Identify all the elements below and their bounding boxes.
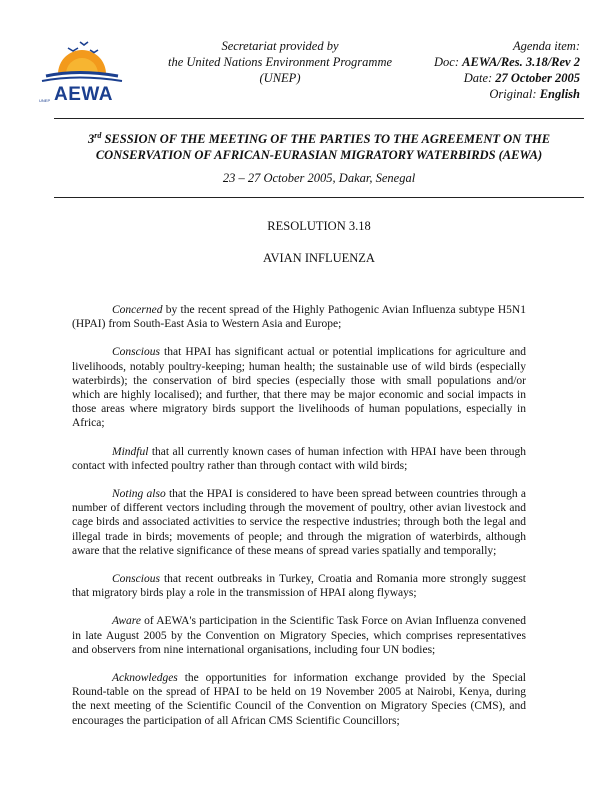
paragraph-text: the opportunities for information exchange provided by the Special Round-table on the spread of HPAI to be held on 19 November 2005 at Nairobi, Kenya, during the next meeting of the Scientific Council of the Convention on Migratory Species (CMS), and encourages the participation of all African CMS Scientific Councillors;: [72, 672, 526, 727]
paragraph-text: that HPAI has significant actual or potential implications for agriculture and livelihoods, notably poultry-keeping; human health; the sustainable use of wild birds (especially waterbirds); the conservation of bird species (especially those with small populations and/or which are highly localised); and further, that there may be major economic and social impacts in those areas where migratory birds support the livelihoods of human populations, especially in Africa;: [72, 346, 526, 430]
session-dates: 23 – 27 October 2005, Dakar, Senegal: [222, 171, 416, 185]
date-value: 27 October 2005: [495, 71, 580, 85]
agenda-item-label: Agenda item:: [513, 39, 580, 53]
paragraph: [72, 445, 526, 473]
session-ordinal-suffix: rd: [94, 130, 102, 140]
paragraph-lead: Mindful: [112, 445, 149, 458]
paragraph-lead: Acknowledges: [112, 672, 178, 685]
secretariat-line-3: (UNEP): [259, 71, 301, 85]
original-label: Original:: [489, 87, 537, 101]
paragraph-lead: Conscious: [112, 346, 160, 359]
paragraph: [72, 572, 526, 600]
date-line: [400, 70, 580, 86]
header-divider: [54, 118, 584, 119]
paragraph-text: that all currently known cases of human infection with HPAI have been through contact with infected poultry rather than through contact with wild birds;: [72, 445, 526, 472]
session-ordinal: 3: [87, 132, 95, 146]
paragraph: [72, 303, 526, 331]
doc-value: AEWA/Res. 3.18/Rev 2: [462, 55, 580, 69]
paragraph: [72, 487, 526, 558]
doc-label: Doc:: [434, 55, 460, 69]
paragraph-text: of AEWA's participation in the Scientific Task Force on Avian Influenza convened in late August 2005 by the Convention on Migratory Species, which comprises representatives and observers from nine international organisations, including four UN bodies;: [72, 615, 526, 656]
session-title-line-2: CONSERVATION OF AFRICAN-EURASIAN MIGRATORY WATERBIRDS (AEWA): [95, 148, 543, 162]
paragraph-text: that recent outbreaks in Turkey, Croatia and Romania more strongly suggest that migratory birds play a role in the transmission of HPAI along flyways;: [72, 573, 526, 600]
sun-and-birds-icon: [38, 34, 124, 86]
doc-line: [400, 54, 580, 70]
secretariat-line-2: the United Nations Environment Programme: [167, 55, 393, 69]
secretariat-block: [155, 38, 405, 86]
aewa-logo-text: AEWA: [54, 84, 113, 105]
session-title: [54, 131, 584, 163]
date-label: Date:: [463, 71, 493, 85]
secretariat-line-1: Secretariat provided by: [221, 39, 339, 53]
unep-logo-text: UNEP: [39, 98, 51, 103]
document-meta-block: [400, 38, 580, 102]
paragraph: [72, 614, 526, 657]
session-title-text-1: SESSION OF THE MEETING OF THE PARTIES TO THE AGREEMENT ON THE: [104, 132, 551, 146]
resolution-number: RESOLUTION 3.18: [267, 219, 371, 233]
paragraph: [72, 345, 526, 430]
original-line: [400, 86, 580, 102]
paragraph-text: by the recent spread of the Highly Pathogenic Avian Influenza subtype H5N1 (HPAI) from South-East Asia to Western Asia and Europe;: [72, 304, 526, 331]
paragraph-lead: Conscious: [112, 573, 160, 586]
paragraph-lead: Aware: [112, 615, 141, 628]
session-divider: [54, 197, 584, 198]
paragraph-text: that the HPAI is considered to have been spread between countries through a number of different vectors including through the movement of poultry, other avian livestock and cage birds and associated activities to service the respective industries; through both the legal and illegal trade in birds; movements of people; and through the migration of waterbirds, although aware that the relative significance of these means of spread varies spatially and temporally;: [72, 488, 526, 557]
session-title-line-1: [54, 131, 584, 147]
original-value: English: [539, 87, 580, 101]
paragraph-lead: Concerned: [112, 304, 163, 316]
aewa-logo: [38, 34, 124, 106]
paragraph-lead: Noting also: [112, 488, 166, 501]
paragraph: [72, 671, 526, 728]
resolution-title: AVIAN INFLUENZA: [263, 251, 375, 265]
resolution-body: [72, 303, 526, 742]
